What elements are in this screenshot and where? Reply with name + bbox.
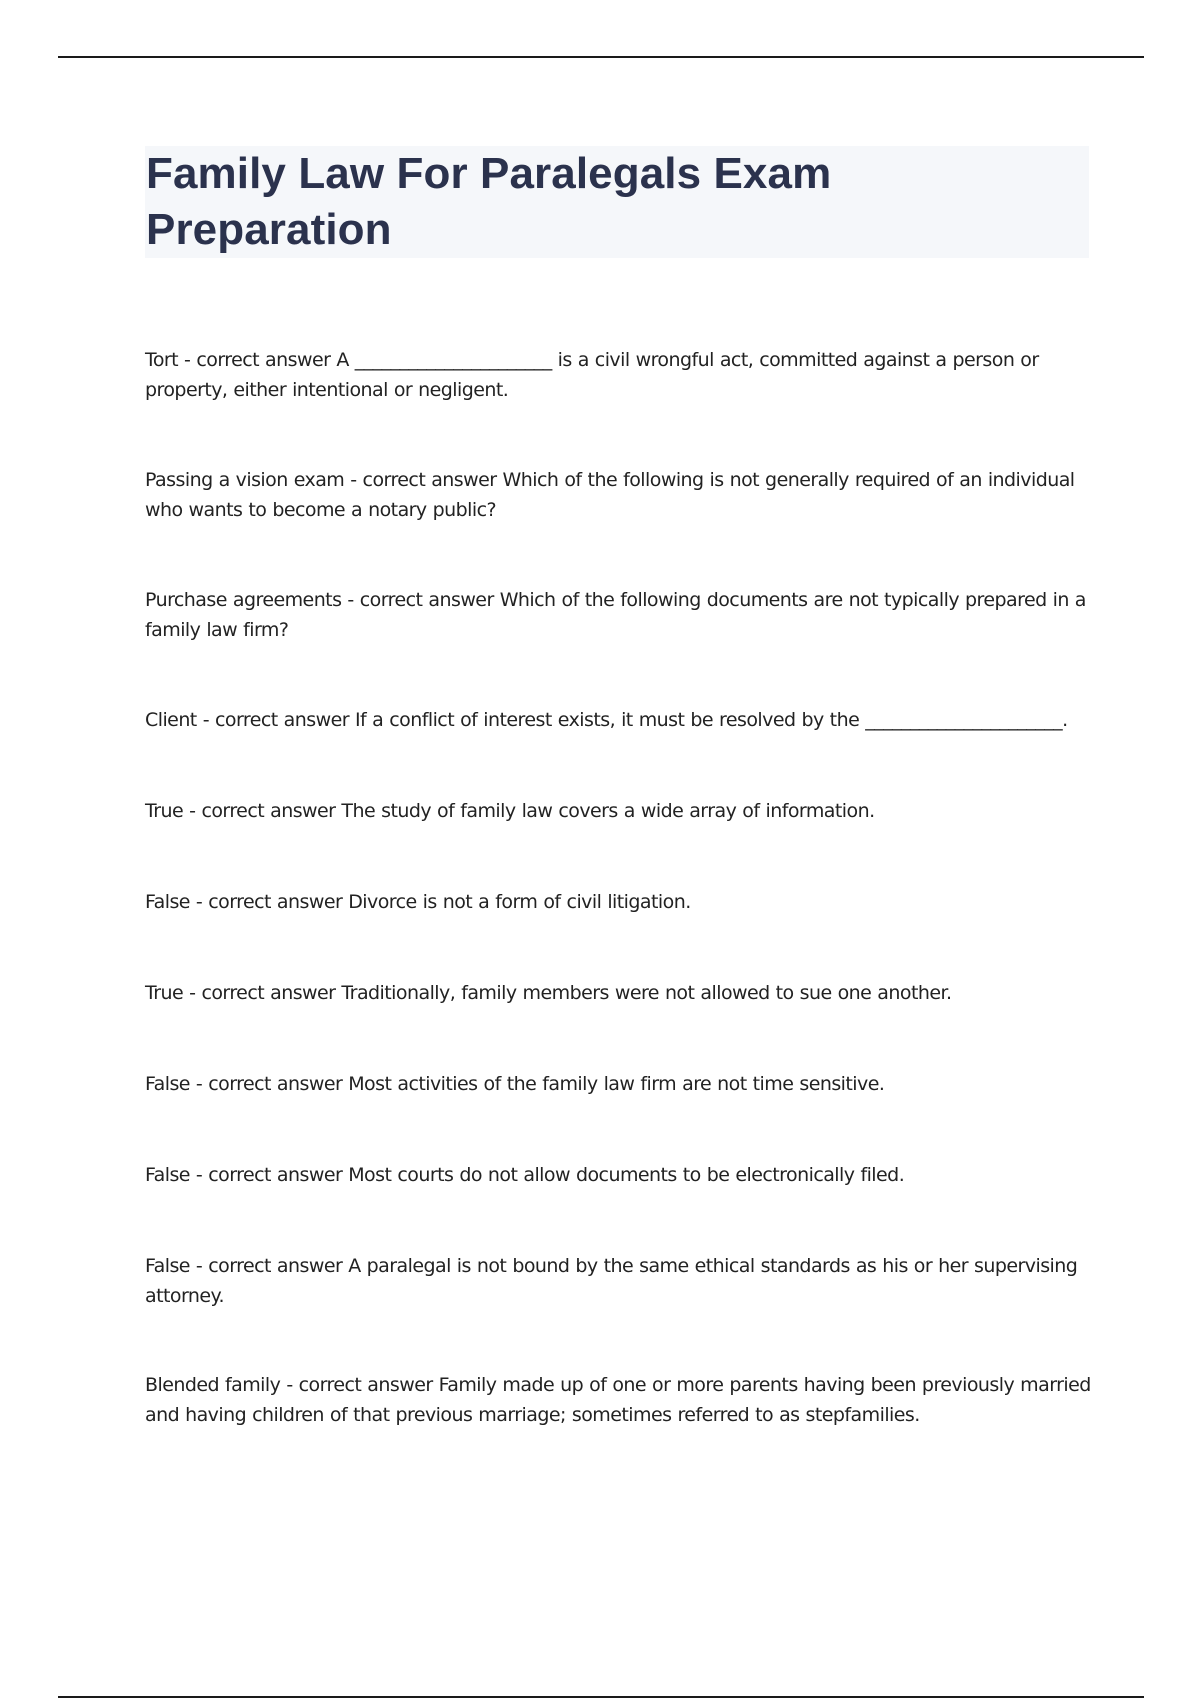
top-rule	[58, 56, 1144, 58]
qa-entry-false-ethical-standards: False - correct answer A paralegal is not bound by the same ethical standards as his or her supervising attorney.	[145, 1255, 1078, 1307]
bottom-rule	[58, 1696, 1144, 1698]
document-title: Family Law For Paralegals Exam Preparation	[146, 149, 832, 254]
qa-entry-false-time-sensitive: False - correct answer Most activities of the family law firm are not time sensitive.	[145, 1073, 885, 1095]
title-block	[145, 146, 1089, 258]
qa-entry-tort: Tort - correct answer A ______________________ is a civil wrongful act, committed against a person or property, either intentional or negligent.	[145, 349, 1039, 401]
qa-entry-false-electronic-filing: False - correct answer Most courts do not allow documents to be electronically filed.	[145, 1164, 905, 1186]
qa-entry-purchase-agreements: Purchase agreements - correct answer Which of the following documents are not typically prepared in a family law firm?	[145, 589, 1086, 641]
qa-entry-true-sue: True - correct answer Traditionally, family members were not allowed to sue one another.	[145, 982, 952, 1004]
qa-entry-client: Client - correct answer If a conflict of interest exists, it must be resolved by the ______________________.	[145, 709, 1068, 731]
qa-entry-vision-exam: Passing a vision exam - correct answer Which of the following is not generally required of an individual who wants to become a notary public?	[145, 469, 1075, 521]
qa-entry-true-wide-array: True - correct answer The study of family law covers a wide array of information.	[145, 800, 875, 822]
qa-entry-blended-family: Blended family - correct answer Family made up of one or more parents having been previously married and having children of that previous marriage; sometimes referred to as stepfamilies.	[145, 1374, 1091, 1426]
qa-entry-false-divorce: False - correct answer Divorce is not a form of civil litigation.	[145, 891, 691, 913]
